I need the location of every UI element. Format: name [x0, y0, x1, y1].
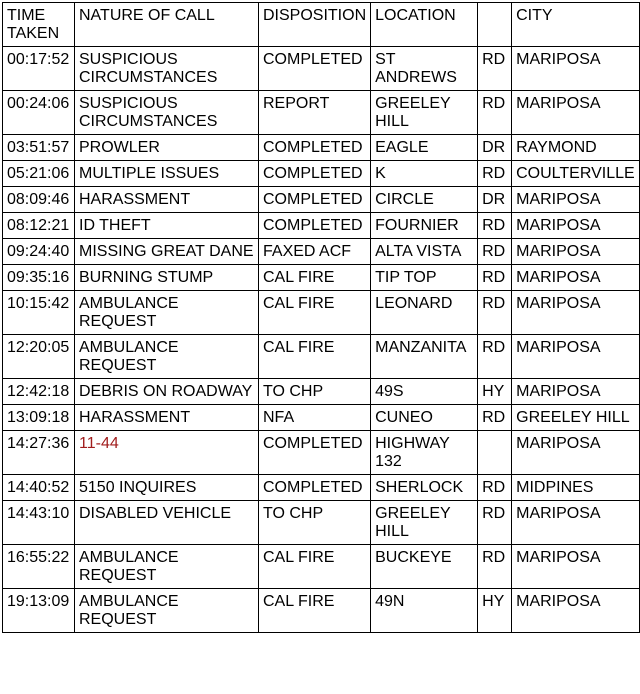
nature-of-call-cell: ID THEFT [75, 213, 259, 239]
location-cell: 49N [371, 589, 478, 633]
table-row [3, 379, 640, 405]
city-cell: MARIPOSA [512, 213, 640, 239]
table-row [3, 213, 640, 239]
street-suffix-cell: RD [478, 47, 512, 91]
location-cell: EAGLE [371, 135, 478, 161]
disposition-cell: CAL FIRE [259, 589, 371, 633]
disposition-cell: COMPLETED [259, 431, 371, 475]
time-taken-cell: 14:27:36 [3, 431, 75, 475]
disposition-cell: FAXED ACF [259, 239, 371, 265]
disposition-cell: CAL FIRE [259, 265, 371, 291]
location-cell: GREELEY HILL [371, 91, 478, 135]
street-suffix-cell: HY [478, 379, 512, 405]
nature-of-call-cell: 5150 INQUIRES [75, 475, 259, 501]
city-cell: MARIPOSA [512, 239, 640, 265]
time-taken-cell: 09:35:16 [3, 265, 75, 291]
city-cell: MARIPOSA [512, 265, 640, 291]
disposition-cell: COMPLETED [259, 475, 371, 501]
location-cell: GREELEY HILL [371, 501, 478, 545]
location-cell: ST ANDREWS [371, 47, 478, 91]
street-suffix-cell: RD [478, 335, 512, 379]
city-cell: MARIPOSA [512, 379, 640, 405]
table-row [3, 501, 640, 545]
disposition-cell: REPORT [259, 91, 371, 135]
table-row [3, 239, 640, 265]
header-time-taken: TIME TAKEN [3, 3, 75, 47]
nature-of-call-cell: 11-44 [75, 431, 259, 475]
street-suffix-cell: RD [478, 475, 512, 501]
header-row [3, 3, 640, 47]
call-log-table [2, 2, 640, 633]
disposition-cell: TO CHP [259, 379, 371, 405]
disposition-cell: CAL FIRE [259, 335, 371, 379]
table-row [3, 431, 640, 475]
street-suffix-cell: RD [478, 545, 512, 589]
street-suffix-cell: RD [478, 91, 512, 135]
table-row [3, 291, 640, 335]
time-taken-cell: 08:12:21 [3, 213, 75, 239]
street-suffix-cell: RD [478, 161, 512, 187]
location-cell: FOURNIER [371, 213, 478, 239]
location-cell: CUNEO [371, 405, 478, 431]
street-suffix-cell: RD [478, 291, 512, 335]
city-cell: MARIPOSA [512, 431, 640, 475]
location-cell: 49S [371, 379, 478, 405]
city-cell: GREELEY HILL [512, 405, 640, 431]
disposition-cell: CAL FIRE [259, 545, 371, 589]
nature-of-call-cell: HARASSMENT [75, 187, 259, 213]
nature-of-call-cell: PROWLER [75, 135, 259, 161]
time-taken-cell: 08:09:46 [3, 187, 75, 213]
city-cell: MARIPOSA [512, 47, 640, 91]
time-taken-cell: 16:55:22 [3, 545, 75, 589]
city-cell: MARIPOSA [512, 335, 640, 379]
disposition-cell: TO CHP [259, 501, 371, 545]
table-row [3, 405, 640, 431]
time-taken-cell: 19:13:09 [3, 589, 75, 633]
time-taken-cell: 09:24:40 [3, 239, 75, 265]
nature-of-call-cell: MULTIPLE ISSUES [75, 161, 259, 187]
table-row [3, 545, 640, 589]
disposition-cell: COMPLETED [259, 213, 371, 239]
table-row [3, 335, 640, 379]
time-taken-cell: 05:21:06 [3, 161, 75, 187]
table-row [3, 91, 640, 135]
location-cell: BUCKEYE [371, 545, 478, 589]
street-suffix-cell [478, 431, 512, 475]
time-taken-cell: 12:20:05 [3, 335, 75, 379]
location-cell: HIGHWAY 132 [371, 431, 478, 475]
location-cell: SHERLOCK [371, 475, 478, 501]
time-taken-cell: 00:24:06 [3, 91, 75, 135]
header-nature-of-call: NATURE OF CALL [75, 3, 259, 47]
street-suffix-cell: DR [478, 187, 512, 213]
nature-of-call-cell: SUSPICIOUS CIRCUMSTANCES [75, 91, 259, 135]
city-cell: RAYMOND [512, 135, 640, 161]
time-taken-cell: 10:15:42 [3, 291, 75, 335]
disposition-cell: COMPLETED [259, 135, 371, 161]
street-suffix-cell: HY [478, 589, 512, 633]
table-row [3, 161, 640, 187]
street-suffix-cell: RD [478, 265, 512, 291]
city-cell: MARIPOSA [512, 545, 640, 589]
table-row [3, 265, 640, 291]
nature-of-call-cell: BURNING STUMP [75, 265, 259, 291]
disposition-cell: CAL FIRE [259, 291, 371, 335]
location-cell: LEONARD [371, 291, 478, 335]
location-cell: MANZANITA [371, 335, 478, 379]
location-cell: TIP TOP [371, 265, 478, 291]
location-cell: CIRCLE [371, 187, 478, 213]
table-row [3, 187, 640, 213]
table-row [3, 47, 640, 91]
nature-of-call-cell: AMBULANCE REQUEST [75, 291, 259, 335]
street-suffix-cell: RD [478, 405, 512, 431]
disposition-cell: NFA [259, 405, 371, 431]
nature-of-call-cell: MISSING GREAT DANE [75, 239, 259, 265]
table-row [3, 135, 640, 161]
city-cell: MARIPOSA [512, 291, 640, 335]
city-cell: MARIPOSA [512, 187, 640, 213]
time-taken-cell: 00:17:52 [3, 47, 75, 91]
nature-of-call-cell: DISABLED VEHICLE [75, 501, 259, 545]
city-cell: MIDPINES [512, 475, 640, 501]
time-taken-cell: 12:42:18 [3, 379, 75, 405]
nature-of-call-cell: HARASSMENT [75, 405, 259, 431]
table-row [3, 475, 640, 501]
nature-of-call-cell: AMBULANCE REQUEST [75, 589, 259, 633]
disposition-cell: COMPLETED [259, 161, 371, 187]
header-location: LOCATION [371, 3, 478, 47]
street-suffix-cell: RD [478, 501, 512, 545]
city-cell: MARIPOSA [512, 501, 640, 545]
street-suffix-cell: RD [478, 239, 512, 265]
nature-of-call-cell: DEBRIS ON ROADWAY [75, 379, 259, 405]
nature-of-call-cell: AMBULANCE REQUEST [75, 335, 259, 379]
street-suffix-cell: RD [478, 213, 512, 239]
nature-of-call-cell: AMBULANCE REQUEST [75, 545, 259, 589]
nature-of-call-cell: SUSPICIOUS CIRCUMSTANCES [75, 47, 259, 91]
city-cell: MARIPOSA [512, 91, 640, 135]
city-cell: COULTERVILLE [512, 161, 640, 187]
time-taken-cell: 13:09:18 [3, 405, 75, 431]
table-row [3, 589, 640, 633]
disposition-cell: COMPLETED [259, 47, 371, 91]
header-city: CITY [512, 3, 640, 47]
location-cell: ALTA VISTA [371, 239, 478, 265]
time-taken-cell: 03:51:57 [3, 135, 75, 161]
location-cell: K [371, 161, 478, 187]
header-street-suffix [478, 3, 512, 47]
header-disposition: DISPOSITION [259, 3, 371, 47]
street-suffix-cell: DR [478, 135, 512, 161]
time-taken-cell: 14:43:10 [3, 501, 75, 545]
disposition-cell: COMPLETED [259, 187, 371, 213]
city-cell: MARIPOSA [512, 589, 640, 633]
time-taken-cell: 14:40:52 [3, 475, 75, 501]
